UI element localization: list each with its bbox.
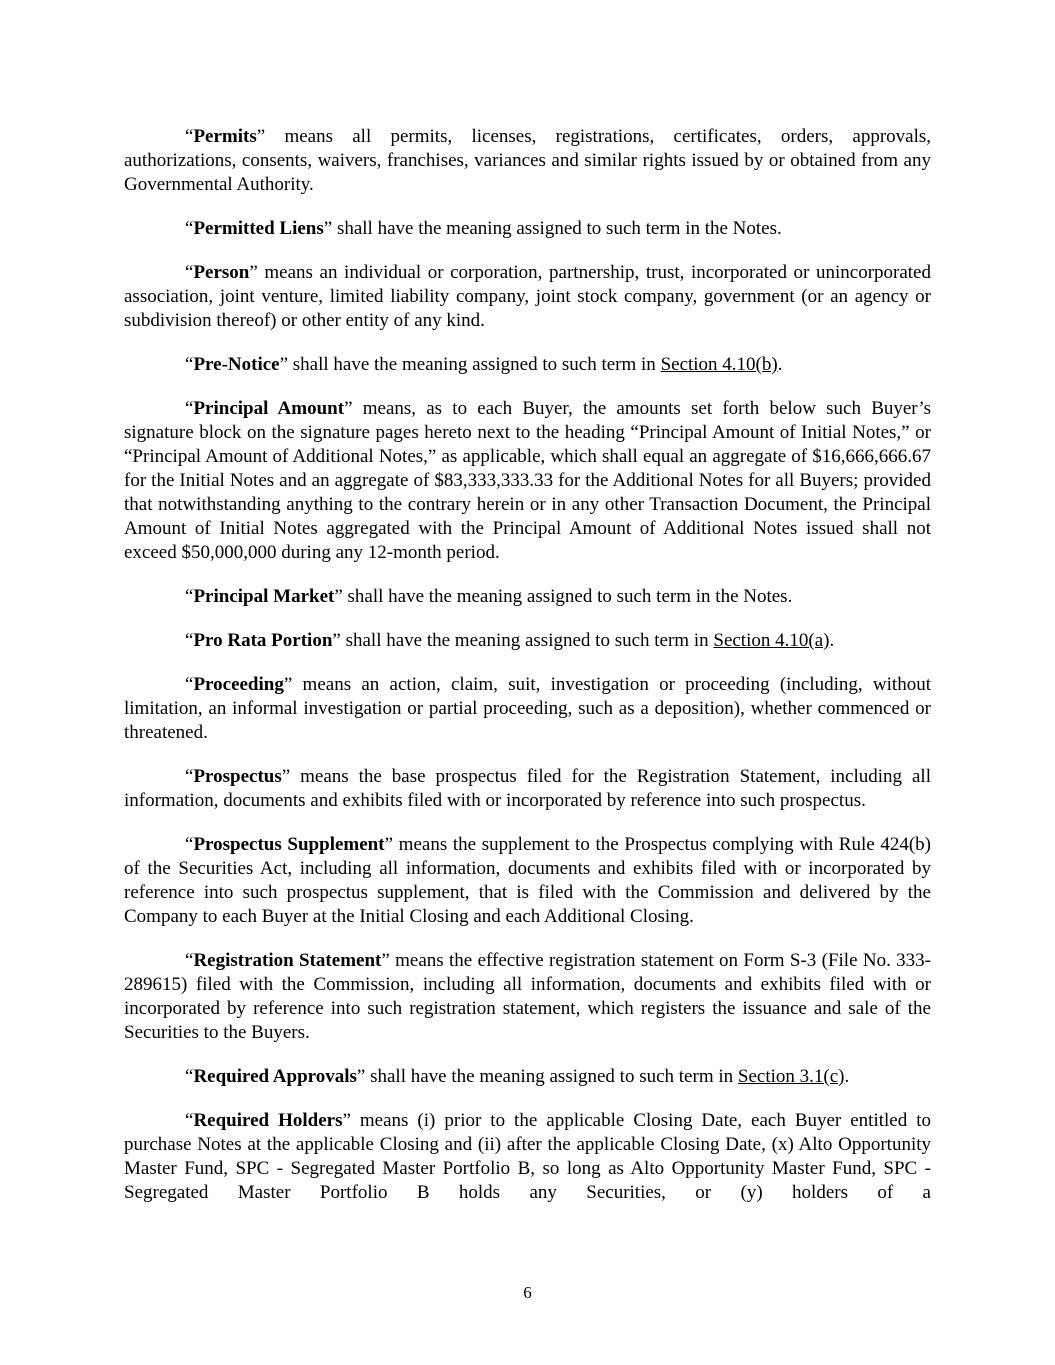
open-quote: “ (185, 950, 194, 971)
definition-paragraph (124, 397, 931, 565)
defined-term: Permitted Liens (193, 218, 324, 239)
defined-term: Proceeding (193, 674, 284, 695)
definition-paragraph (124, 353, 931, 377)
definition-text: ” means, as to each Buyer, the amounts set forth below such Buyer’s signature block on the signature pages hereto next to the heading “Principal Amount of Initial Notes,” or “Principal Amount of Additional Notes,” as applicable, which shall equal an aggregate of $16,666,666.67 for the Initial Notes and an aggregate of $83,333,333.33 for the Additional Notes for all Buyers; provided that notwithstanding anything to the contrary herein or in any other Transaction Document, the Principal Amount of Initial Notes aggregated with the Principal Amount of Additional Notes issued shall not exceed $50,000,000 during any 12-month period. (124, 398, 932, 563)
defined-term: Pro Rata Portion (193, 630, 333, 651)
page-number: 6 (523, 1283, 532, 1302)
definition-paragraph (124, 1109, 931, 1205)
open-quote: “ (185, 630, 194, 651)
definition-text: ” shall have the meaning assigned to such term in (279, 354, 661, 375)
definition-text-end: . (829, 630, 835, 651)
open-quote: “ (185, 1066, 194, 1087)
defined-term: Principal Market (193, 586, 335, 607)
open-quote: “ (185, 398, 194, 419)
definition-text: ” shall have the meaning assigned to such term in (356, 1066, 738, 1087)
definition-text: ” means an individual or corporation, partnership, trust, incorporated or unincorporated association, joint venture, limited liability company, joint stock company, government (or an agency or subdivision thereof) or other entity of any kind. (124, 262, 931, 331)
section-reference: Section 4.10(a) (713, 630, 830, 651)
open-quote: “ (185, 218, 194, 239)
definition-paragraph (124, 765, 931, 813)
definition-text: ” means the supplement to the Prospectus complying with Rule 424(b) of the Securities Act, including all information, documents and exhibits filed with or incorporated by reference into such prospectus supplement, that is filed with the Commission and delivered by the Company to each Buyer at the Initial Closing and each Additional Closing. (124, 834, 931, 927)
definition-text: ” means (i) prior to the applicable Closing Date, each Buyer entitled to purchase Notes at the applicable Closing and (ii) after the applicable Closing Date, (x) Alto Opportunity Master Fund, SPC - Segregated Master Portfolio B, so long as Alto Opportunity Master Fund, SPC - Segregated Master Portfolio B holds any Securities, or (y) holders of a (124, 1110, 932, 1203)
defined-term: Prospectus (193, 766, 282, 787)
open-quote: “ (185, 834, 194, 855)
open-quote: “ (185, 354, 194, 375)
defined-term: Required Holders (193, 1110, 343, 1131)
defined-term: Registration Statement (193, 950, 382, 971)
open-quote: “ (185, 262, 194, 283)
section-reference: Section 3.1(c) (737, 1066, 845, 1087)
definition-text-end: . (844, 1066, 850, 1087)
open-quote: “ (185, 126, 194, 147)
definition-text-end: . (777, 354, 783, 375)
definition-paragraph (124, 1065, 931, 1089)
definition-paragraph (124, 125, 931, 197)
definition-text: ” means an action, claim, suit, investigation or proceeding (including, without limitation, an informal investigation or partial proceeding, such as a deposition), whether commenced or threatened. (124, 674, 931, 743)
definition-text: ” means the base prospectus filed for the Registration Statement, including all information, documents and exhibits filed with or incorporated by reference into such prospectus. (124, 766, 931, 811)
open-quote: “ (185, 674, 194, 695)
definition-paragraph (124, 217, 931, 241)
defined-term: Pre-Notice (193, 354, 280, 375)
defined-term: Person (193, 262, 250, 283)
definition-text: ” means all permits, licenses, registrations, certificates, orders, approvals, authorizations, consents, waivers, franchises, variances and similar rights issued by or obtained from any Governmental Authority. (124, 126, 931, 195)
definition-paragraph (124, 949, 931, 1045)
definition-paragraph (124, 833, 931, 929)
section-reference: Section 4.10(b) (660, 354, 778, 375)
definition-paragraph (124, 629, 931, 653)
definition-paragraph (124, 585, 931, 609)
defined-term: Permits (193, 126, 257, 147)
page-body (124, 125, 931, 1225)
definition-text: ” shall have the meaning assigned to such term in the Notes. (323, 218, 782, 239)
definition-paragraph (124, 673, 931, 745)
definition-text: ” shall have the meaning assigned to such term in the Notes. (334, 586, 793, 607)
defined-term: Principal Amount (193, 398, 345, 419)
open-quote: “ (185, 1110, 194, 1131)
open-quote: “ (185, 586, 194, 607)
definition-text: ” shall have the meaning assigned to such term in (332, 630, 714, 651)
defined-term: Prospectus Supplement (193, 834, 385, 855)
defined-term: Required Approvals (193, 1066, 357, 1087)
definition-paragraph (124, 261, 931, 333)
open-quote: “ (185, 766, 194, 787)
definition-text: ” means the effective registration statement on Form S-3 (File No. 333-289615) filed with the Commission, including all information, documents and exhibits filed with or incorporated by reference into such registration statement, which registers the issuance and sale of the Securities to the Buyers. (124, 950, 931, 1043)
